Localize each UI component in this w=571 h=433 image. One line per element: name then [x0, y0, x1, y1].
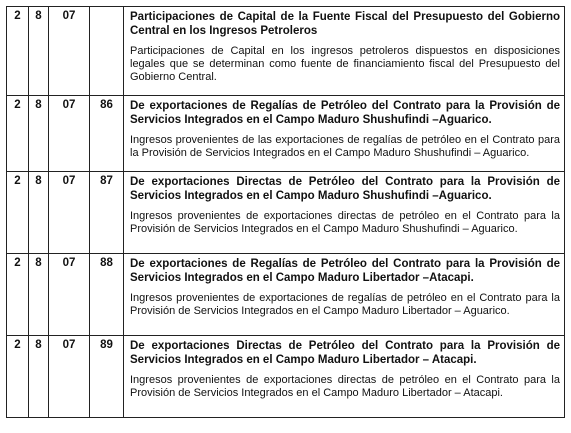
code-item: 07 [49, 254, 90, 336]
code-group: 2 [7, 172, 29, 254]
code-item: 07 [49, 7, 90, 96]
code-subgroup: 8 [29, 172, 49, 254]
row-content [124, 336, 565, 418]
code-item: 07 [49, 96, 90, 172]
table-row [7, 172, 565, 254]
code-group: 2 [7, 336, 29, 418]
code-subgroup: 8 [29, 7, 49, 96]
code-subitem: 87 [90, 172, 124, 254]
budget-classifier-table [6, 6, 565, 418]
code-item: 07 [49, 172, 90, 254]
row-content [124, 254, 565, 336]
code-subgroup: 8 [29, 254, 49, 336]
row-description: Participaciones de Capital en los ingresos petroleros dispuestos en disposiciones legales que se determinan como fuente de financiamiento fiscal del Presupuesto del Gobierno Central. [130, 45, 560, 83]
code-subitem [90, 7, 124, 96]
row-description: Ingresos provenientes de exportaciones de regalías de petróleo en el Contrato para la Provisión de Servicios Integrados en el Campo Maduro Libertador – Aguarico. [130, 292, 560, 317]
row-content [124, 7, 565, 96]
code-subgroup: 8 [29, 96, 49, 172]
row-title: De exportaciones de Regalías de Petróleo del Contrato para la Provisión de Servicios Integrados en el Campo Maduro Libertador –Atacapi. [130, 258, 560, 284]
row-title: De exportaciones Directas de Petróleo del Contrato para la Provisión de Servicios Integrados en el Campo Maduro Shushufindi –Aguarico. [130, 176, 560, 202]
code-group: 2 [7, 7, 29, 96]
code-subitem: 88 [90, 254, 124, 336]
row-title: De exportaciones Directas de Petróleo del Contrato para la Provisión de Servicios Integrados en el Campo Maduro Libertador – Atacapi. [130, 340, 560, 366]
code-item: 07 [49, 336, 90, 418]
row-title: Participaciones de Capital de la Fuente Fiscal del Presupuesto del Gobierno Central en los Ingresos Petroleros [130, 11, 560, 37]
code-subgroup: 8 [29, 336, 49, 418]
table-row [7, 336, 565, 418]
row-description: Ingresos provenientes de exportaciones directas de petróleo en el Contrato para la Provisión de Servicios Integrados en el Campo Maduro Shushufindi – Aguarico. [130, 210, 560, 235]
table-row [7, 254, 565, 336]
row-description: Ingresos provenientes de las exportaciones de regalías de petróleo en el Contrato para la Provisión de Servicios Integrados en el Campo Maduro Shushufindi – Aguarico. [130, 134, 560, 159]
table-row [7, 7, 565, 96]
code-subitem: 89 [90, 336, 124, 418]
code-subitem: 86 [90, 96, 124, 172]
row-content [124, 172, 565, 254]
code-group: 2 [7, 96, 29, 172]
table-row [7, 96, 565, 172]
row-title: De exportaciones de Regalías de Petróleo del Contrato para la Provisión de Servicios Integrados en el Campo Maduro Shushufindi –Aguarico. [130, 100, 560, 126]
row-content [124, 96, 565, 172]
row-description: Ingresos provenientes de exportaciones directas de petróleo en el Contrato para la Provisión de Servicios Integrados en el Campo Maduro Libertador – Atacapi. [130, 374, 560, 399]
code-group: 2 [7, 254, 29, 336]
